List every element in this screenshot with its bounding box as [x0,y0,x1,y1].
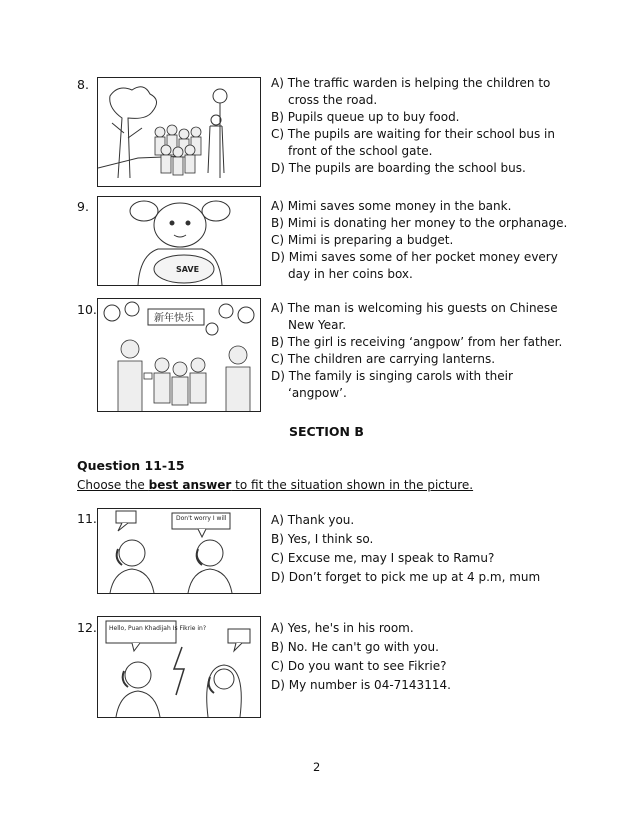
question-10-options [271,300,562,402]
question-9-picture [97,196,261,286]
q12-bubble-text-line: Hello, Puan Khadijah Is Fikrie in? [109,625,207,632]
q11-option-b[interactable]: B) Yes, I think so. [271,532,374,546]
phone-call-illustration-2 [98,617,260,717]
question-10-number: 10. [77,302,97,317]
q9-option-d-cont: day in her coins box. [288,267,413,281]
question-9-number: 9. [77,199,89,214]
section-instruction [77,478,473,492]
new-year-banner: 新年快乐 [154,313,194,324]
question-11-options [271,511,540,587]
phone-call-illustration-1 [98,509,260,593]
instruction-pre: Choose the [77,478,149,492]
q10-option-d-cont: ‘angpow’. [288,386,347,400]
instruction-post: to fit the situation shown in the picture. [231,478,474,492]
q8-option-a[interactable]: A) The traffic warden is helping the children to [271,76,551,90]
q12-bubble-text [109,625,206,632]
question-12-options [271,619,451,695]
q12-option-d[interactable]: D) My number is 04-7143114. [271,678,451,692]
q9-option-c[interactable]: C) Mimi is preparing a budget. [271,233,454,247]
q10-option-a-cont: New Year. [288,318,347,332]
q10-option-a[interactable]: A) The man is welcoming his guests on Chinese [271,301,558,315]
question-range-heading: Question 11-15 [77,458,185,473]
chinese-new-year-illustration [98,299,260,411]
q9-option-d[interactable]: D) Mimi saves some of her pocket money every [271,250,558,264]
q9-option-a[interactable]: A) Mimi saves some money in the bank. [271,199,512,213]
q12-option-c[interactable]: C) Do you want to see Fikrie? [271,659,447,673]
q12-option-b[interactable]: B) No. He can't go with you. [271,640,439,654]
question-11-number: 11. [77,511,97,526]
question-12-picture [97,616,261,718]
question-8-options [271,75,555,177]
page-number: 2 [313,760,321,774]
q11-option-a[interactable]: A) Thank you. [271,513,355,527]
q11-bubble-text: Don't worry I will [176,515,227,522]
q8-option-c[interactable]: C) The pupils are waiting for their school bus in [271,127,555,141]
q10-option-c[interactable]: C) The children are carrying lanterns. [271,352,496,366]
q8-option-c-cont: front of the school gate. [288,144,433,158]
q8-option-b[interactable]: B) Pupils queue up to buy food. [271,110,460,124]
question-10-picture [97,298,261,412]
school-gate-illustration [98,78,260,186]
question-11-picture [97,508,261,594]
q10-option-d[interactable]: D) The family is singing carols with their [271,369,513,383]
instruction-bold: best answer [148,478,232,492]
q8-option-a-cont: cross the road. [288,93,378,107]
q8-option-d[interactable]: D) The pupils are boarding the school bus. [271,161,526,175]
question-8-number: 8. [77,77,89,92]
section-b-title: SECTION B [289,424,364,439]
q9-option-b[interactable]: B) Mimi is donating her money to the orphanage. [271,216,568,230]
q12-option-a[interactable]: A) Yes, he's in his room. [271,621,414,635]
question-12-number: 12. [77,620,97,635]
q10-option-b[interactable]: B) The girl is receiving ‘angpow’ from her father. [271,335,563,349]
question-9-options [271,198,567,283]
q11-option-c[interactable]: C) Excuse me, may I speak to Ramu? [271,551,495,565]
q11-option-d[interactable]: D) Don’t forget to pick me up at 4 p.m, mum [271,570,541,584]
piggy-bank-label: SAVE [176,265,200,274]
girl-piggy-bank-illustration [98,197,260,285]
question-8-picture [97,77,261,187]
